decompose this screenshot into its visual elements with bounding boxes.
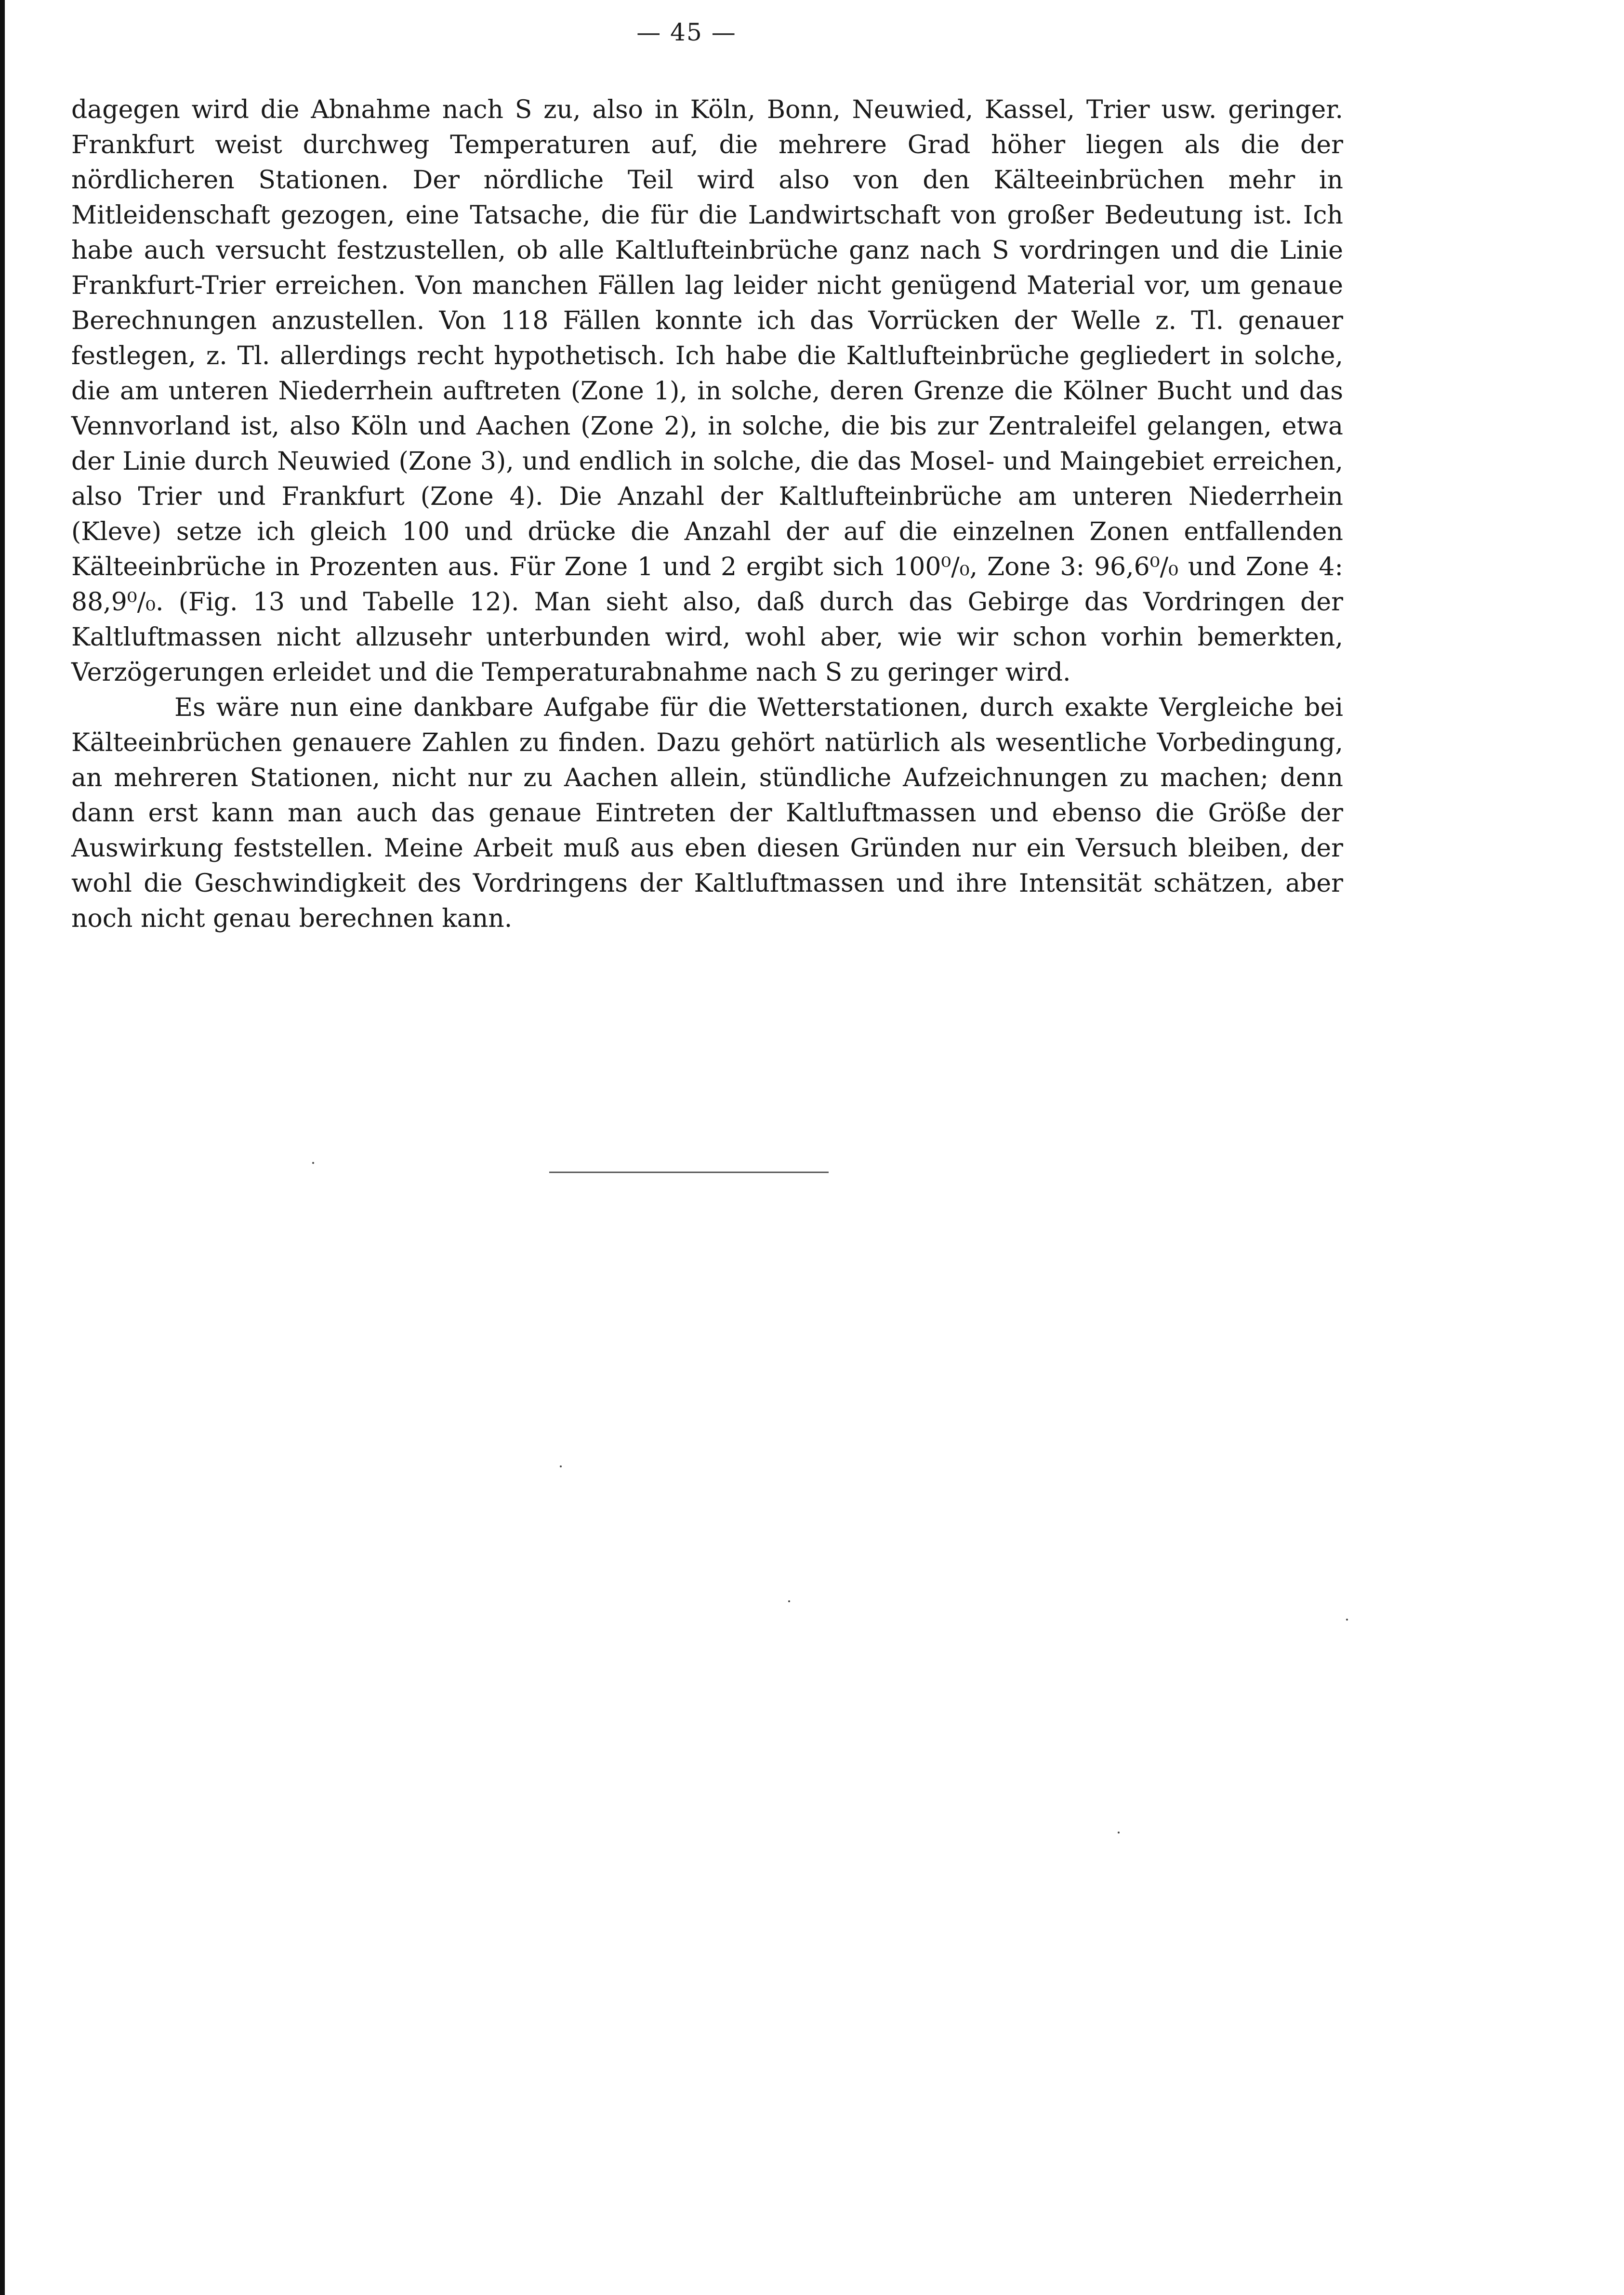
scan-binding-edge — [0, 0, 5, 2295]
scan-speck — [1346, 1619, 1348, 1621]
body-text — [71, 92, 1343, 936]
section-end-rule — [549, 1172, 829, 1173]
paragraph: Es wäre nun eine dankbare Aufgabe für die Wetterstationen, durch exakte Vergleiche bei Kälteeinbrüchen genauere Zahlen zu finden. Dazu gehört natürlich als wesentliche Vorbedingung, an mehreren Stationen, nicht nur zu Aachen allein, stündliche Aufzeichnungen zu machen; denn dann erst kann man auch das genaue Eintreten der Kaltluftmassen und ebenso die Größe der Auswirkung feststellen. Meine Arbeit muß aus eben diesen Gründen nur ein Versuch bleiben, der wohl die Geschwindigkeit des Vordringens der Kaltluftmassen und ihre Intensität schätzen, aber noch nicht genau berechnen kann. — [71, 693, 1343, 933]
page-number: — 45 — — [636, 18, 737, 46]
scan-speck — [560, 1465, 562, 1467]
scan-speck — [788, 1600, 790, 1602]
scan-speck — [312, 1162, 314, 1164]
scan-speck — [1118, 1832, 1120, 1833]
paragraph: dagegen wird die Abnahme nach S zu, also in Köln, Bonn, Neuwied, Kassel, Trier usw. geringer. Frankfurt weist durchweg Temperaturen auf, die mehrere Grad höher liegen als die der nördlicheren Stationen. Der nördliche Teil wird also von den Kälteeinbrüchen mehr in Mitleidenschaft gezogen, eine Tatsache, die für die Landwirtschaft von großer Bedeutung ist. Ich habe auch versucht festzustellen, ob alle Kaltlufteinbrüche ganz nach S vordringen und die Linie Frankfurt-Trier erreichen. Von manchen Fällen lag leider nicht genügend Material vor, um genaue Berechnungen anzustellen. Von 118 Fällen konnte ich das Vorrücken der Welle z. Tl. genauer festlegen, z. Tl. allerdings recht hypothetisch. Ich habe die Kaltlufteinbrüche gegliedert in solche, die am unteren Niederrhein auftreten (Zone 1), in solche, deren Grenze die Kölner Bucht und das Vennvorland ist, also Köln und Aachen (Zone 2), in solche, die bis zur Zentraleifel gelangen, etwa der Linie durch Neuwied (Zone 3), und endlich in solche, die das Mosel- und Maingebiet erreichen, also Trier und Frankfurt (Zone 4). Die Anzahl der Kaltlufteinbrüche am unteren Niederrhein (Kleve) setze ich gleich 100 und drücke die Anzahl der auf die einzelnen Zonen entfallenden Kälteeinbrüche in Prozenten aus. Für Zone 1 und 2 ergibt sich 100⁰/₀, Zone 3: 96,6⁰/₀ und Zone 4: 88,9⁰/₀. (Fig. 13 und Tabelle 12). Man sieht also, daß durch das Gebirge das Vordringen der Kaltluftmassen nicht allzusehr unterbunden wird, wohl aber, wie wir schon vorhin bemerkten, Verzögerungen erleidet und die Temperaturabnahme nach S zu geringer wird. — [71, 95, 1343, 687]
